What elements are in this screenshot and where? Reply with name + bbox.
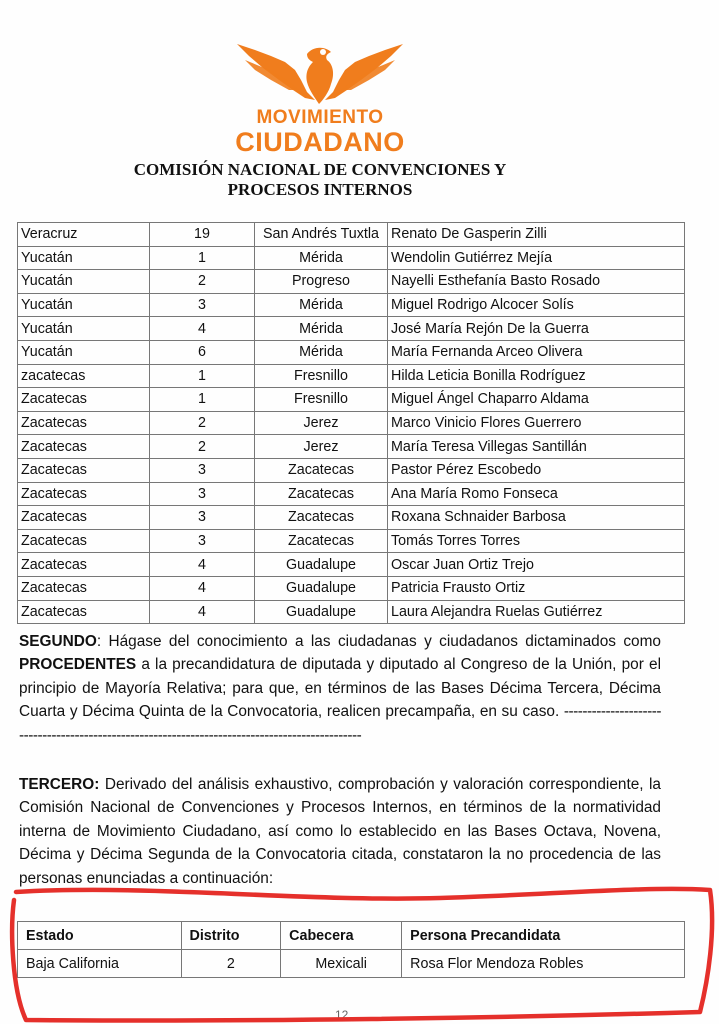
estado-cell: Zacatecas: [18, 411, 150, 435]
cabecera-cell: Zacatecas: [255, 506, 388, 530]
estado-cell: Zacatecas: [18, 576, 150, 600]
table-row: [18, 553, 685, 577]
estado-cell: Zacatecas: [18, 600, 150, 624]
cabecera-cell: Guadalupe: [255, 553, 388, 577]
segundo-text-a: : Hágase del conocimiento a las ciudadanas y ciudadanos dictaminados como: [96, 633, 661, 650]
estado-cell: Yucatán: [18, 293, 150, 317]
improcedentes-table: [17, 921, 685, 978]
persona-cell: Patricia Frausto Ortiz: [388, 576, 685, 600]
table-row: [18, 600, 685, 624]
table-row: [18, 482, 685, 506]
persona-cell: Renato De Gasperin Zilli: [388, 223, 685, 247]
distrito-cell: 4: [150, 317, 255, 341]
distrito-cell: 1: [150, 246, 255, 270]
cabecera-header: Cabecera: [281, 922, 402, 950]
improcedentes-header-row: [18, 922, 685, 950]
estado-header: Estado: [18, 922, 182, 950]
estado-cell: Veracruz: [18, 223, 150, 247]
persona-cell: Marco Vinicio Flores Guerrero: [388, 411, 685, 435]
distrito-cell: 2: [150, 411, 255, 435]
table-row: [18, 506, 685, 530]
distrito-cell: 2: [181, 950, 281, 978]
distrito-cell: 3: [150, 293, 255, 317]
eagle-logo-icon: [235, 40, 405, 106]
persona-cell: Ana María Romo Fonseca: [388, 482, 685, 506]
estado-cell: Zacatecas: [18, 388, 150, 412]
document-heading: [60, 160, 580, 200]
distrito-cell: 2: [150, 435, 255, 459]
persona-cell: Wendolin Gutiérrez Mejía: [388, 246, 685, 270]
table-row: [18, 576, 685, 600]
estado-cell: Zacatecas: [18, 553, 150, 577]
procedentes-keyword: PROCEDENTES: [19, 656, 137, 674]
table-row: [18, 435, 685, 459]
table-row: [18, 950, 685, 978]
cabecera-cell: Guadalupe: [255, 600, 388, 624]
estado-cell: Zacatecas: [18, 482, 150, 506]
cabecera-cell: Mérida: [255, 293, 388, 317]
cabecera-cell: Mexicali: [281, 950, 402, 978]
improcedentes-table-body: [18, 950, 685, 978]
distrito-cell: 4: [150, 576, 255, 600]
movimiento-ciudadano-logo: [230, 40, 410, 156]
table-row: [18, 246, 685, 270]
distrito-cell: 2: [150, 270, 255, 294]
estado-cell: Zacatecas: [18, 529, 150, 553]
table-row: [18, 317, 685, 341]
persona-cell: Oscar Juan Ortiz Trejo: [388, 553, 685, 577]
segundo-text-b: a la precandidatura de diputada y diputado al Congreso de la Unión, por el principio de Mayoría Relativa; para que, en términos de las Bases Décima Tercera, Décima Cuarta y Décima Quinta de la Convocatoria, realicen precampaña, en su caso.: [19, 656, 661, 721]
tercero-label: TERCERO:: [19, 776, 100, 793]
distrito-cell: 3: [150, 482, 255, 506]
table-row: [18, 223, 685, 247]
table-row: [18, 529, 685, 553]
cabecera-cell: Jerez: [255, 411, 388, 435]
distrito-cell: 1: [150, 388, 255, 412]
persona-cell: Pastor Pérez Escobedo: [388, 458, 685, 482]
distrito-cell: 3: [150, 458, 255, 482]
distrito-cell: 19: [150, 223, 255, 247]
segundo-label: SEGUNDO: [19, 633, 97, 650]
procedentes-table-body: [18, 223, 685, 624]
cabecera-cell: Mérida: [255, 340, 388, 364]
tercero-paragraph: [19, 773, 661, 890]
cabecera-cell: Zacatecas: [255, 482, 388, 506]
table-row: [18, 364, 685, 388]
cabecera-cell: Fresnillo: [255, 388, 388, 412]
estado-cell: Yucatán: [18, 270, 150, 294]
table-row: [18, 411, 685, 435]
persona-cell: Rosa Flor Mendoza Robles: [402, 950, 685, 978]
cabecera-cell: Guadalupe: [255, 576, 388, 600]
estado-cell: Zacatecas: [18, 458, 150, 482]
persona-cell: Miguel Ángel Chaparro Aldama: [388, 388, 685, 412]
page-number: 12: [335, 1008, 349, 1022]
distrito-cell: 3: [150, 529, 255, 553]
tercero-text: Derivado del análisis exhaustivo, comprobación y valoración correspondiente, la Comisión Nacional de Convenciones y Procesos Internos, en términos de la normatividad interna de Movimiento Ciudadano, así como lo establecido en las Bases Octava, Novena, Décima y Décima Segunda de la Convocatoria citada, constataron la no procedencia de las personas enunciadas a continuación:: [19, 776, 661, 887]
table-row: [18, 388, 685, 412]
persona-cell: Nayelli Esthefanía Basto Rosado: [388, 270, 685, 294]
cabecera-cell: Mérida: [255, 246, 388, 270]
cabecera-cell: Progreso: [255, 270, 388, 294]
persona-cell: José María Rejón De la Guerra: [388, 317, 685, 341]
persona-cell: Laura Alejandra Ruelas Gutiérrez: [388, 600, 685, 624]
logo-text-line1: MOVIMIENTO: [256, 107, 384, 128]
table-row: [18, 270, 685, 294]
table-row: [18, 458, 685, 482]
cabecera-cell: Fresnillo: [255, 364, 388, 388]
persona-cell: Hilda Leticia Bonilla Rodríguez: [388, 364, 685, 388]
estado-cell: Yucatán: [18, 340, 150, 364]
persona-cell: María Fernanda Arceo Olivera: [388, 340, 685, 364]
table-row: [18, 293, 685, 317]
cabecera-cell: San Andrés Tuxtla: [255, 223, 388, 247]
dash-filler: -----------------------------------------------------------------------------------------------: [19, 703, 661, 744]
distrito-cell: 1: [150, 364, 255, 388]
persona-cell: María Teresa Villegas Santillán: [388, 435, 685, 459]
distrito-cell: 4: [150, 600, 255, 624]
procedentes-table: [17, 222, 685, 624]
distrito-cell: 4: [150, 553, 255, 577]
heading-line2: PROCESOS INTERNOS: [227, 180, 413, 199]
cabecera-cell: Zacatecas: [255, 529, 388, 553]
heading-line1: COMISIÓN NACIONAL DE CONVENCIONES Y: [133, 160, 507, 179]
distrito-cell: 3: [150, 506, 255, 530]
table-row: [18, 340, 685, 364]
cabecera-cell: Zacatecas: [255, 458, 388, 482]
persona-cell: Tomás Torres Torres: [388, 529, 685, 553]
persona-cell: Miguel Rodrigo Alcocer Solís: [388, 293, 685, 317]
distrito-cell: 6: [150, 340, 255, 364]
cabecera-cell: Mérida: [255, 317, 388, 341]
estado-cell: Yucatán: [18, 317, 150, 341]
persona-cell: Roxana Schnaider Barbosa: [388, 506, 685, 530]
segundo-paragraph: [19, 630, 661, 747]
logo-text-line2: CIUDADANO: [235, 127, 405, 157]
distrito-header: Distrito: [181, 922, 281, 950]
estado-cell: zacatecas: [18, 364, 150, 388]
persona-header: Persona Precandidata: [402, 922, 685, 950]
cabecera-cell: Jerez: [255, 435, 388, 459]
estado-cell: Zacatecas: [18, 435, 150, 459]
estado-cell: Zacatecas: [18, 506, 150, 530]
estado-cell: Baja California: [18, 950, 182, 978]
estado-cell: Yucatán: [18, 246, 150, 270]
